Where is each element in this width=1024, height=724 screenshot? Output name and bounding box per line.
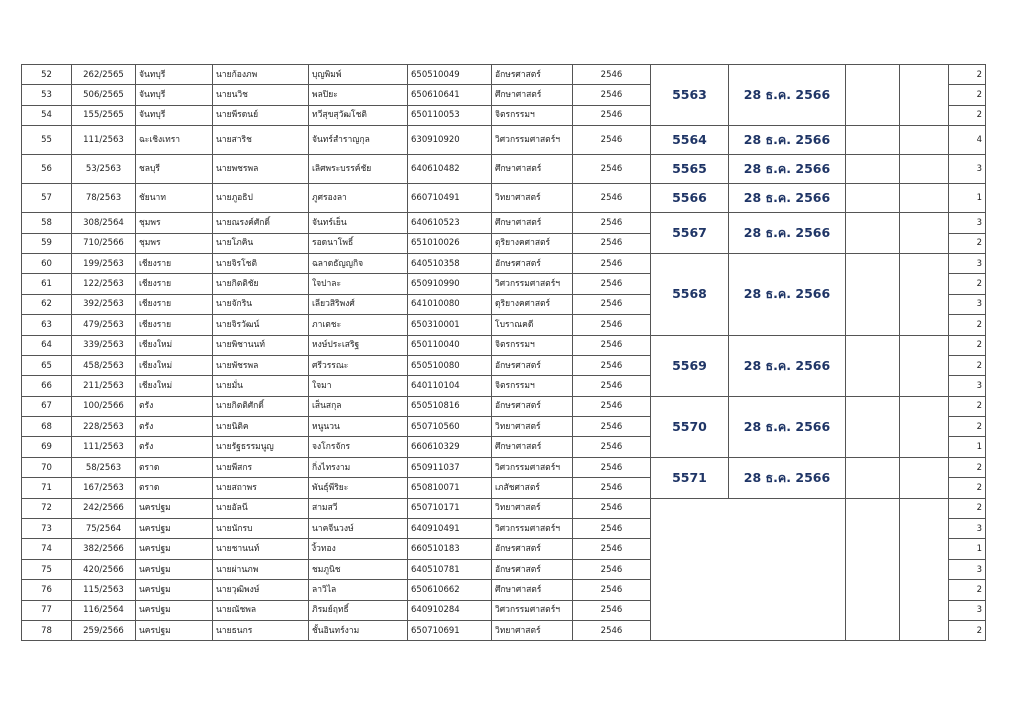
- last-name-cell: ใจปาละ: [309, 274, 408, 294]
- row-number-cell: 61: [22, 274, 72, 294]
- count-cell: 3: [949, 376, 986, 396]
- case-number-cell: 392/2563: [72, 294, 136, 314]
- table-row: [22, 253, 986, 273]
- last-name-cell: เส็นสกุล: [309, 396, 408, 416]
- birth-year-cell: 2546: [573, 580, 651, 600]
- first-name-cell: นายโภคิน: [213, 233, 309, 253]
- count-cell: 2: [949, 105, 986, 125]
- birth-year-cell: 2546: [573, 600, 651, 620]
- faculty-cell: วิทยาศาสตร์: [492, 620, 573, 640]
- row-number-cell: 54: [22, 105, 72, 125]
- table-row: [22, 213, 986, 233]
- birth-year-cell: 2546: [573, 335, 651, 355]
- group-date-cell: 28 ธ.ค. 2566: [729, 65, 846, 126]
- birth-year-cell: 2546: [573, 620, 651, 640]
- last-name-cell: พลปิยะ: [309, 85, 408, 105]
- last-name-cell: ชั้นอินทร์งาม: [309, 620, 408, 640]
- student-id-cell: 640910284: [408, 600, 492, 620]
- student-id-cell: 660610329: [408, 437, 492, 457]
- faculty-cell: อักษรศาสตร์: [492, 559, 573, 579]
- row-number-cell: 62: [22, 294, 72, 314]
- first-name-cell: นายนักรบ: [213, 519, 309, 539]
- student-id-cell: 650710560: [408, 417, 492, 437]
- province-cell: ชุมพร: [136, 213, 213, 233]
- student-id-cell: 660510183: [408, 539, 492, 559]
- case-number-cell: 167/2563: [72, 478, 136, 498]
- last-name-cell: จันทร์สำราญกุล: [309, 126, 408, 155]
- row-number-cell: 77: [22, 600, 72, 620]
- birth-year-cell: 2546: [573, 274, 651, 294]
- first-name-cell: นายพีสกร: [213, 457, 309, 477]
- row-number-cell: 75: [22, 559, 72, 579]
- province-cell: ตราด: [136, 478, 213, 498]
- case-number-cell: 199/2563: [72, 253, 136, 273]
- birth-year-cell: 2546: [573, 105, 651, 125]
- faculty-cell: ดุริยางคศาสตร์: [492, 294, 573, 314]
- last-name-cell: จันทร์เย็น: [309, 213, 408, 233]
- first-name-cell: นายภูอธิป: [213, 184, 309, 213]
- first-name-cell: นายณัชพล: [213, 600, 309, 620]
- last-name-cell: ฉลาดธัญญกิจ: [309, 253, 408, 273]
- group-date-cell: 28 ธ.ค. 2566: [729, 253, 846, 335]
- table-row: [22, 155, 986, 184]
- case-number-cell: 420/2566: [72, 559, 136, 579]
- row-number-cell: 56: [22, 155, 72, 184]
- first-name-cell: นายก้องภพ: [213, 65, 309, 85]
- province-cell: ชุมพร: [136, 233, 213, 253]
- group-code-cell: 5569: [651, 335, 729, 396]
- birth-year-cell: 2546: [573, 478, 651, 498]
- first-name-cell: นายพิชานนท์: [213, 335, 309, 355]
- birth-year-cell: 2546: [573, 213, 651, 233]
- faculty-cell: วิทยาศาสตร์: [492, 184, 573, 213]
- blank-cell: [900, 335, 949, 396]
- row-number-cell: 58: [22, 213, 72, 233]
- table-row: [22, 184, 986, 213]
- count-cell: 1: [949, 184, 986, 213]
- blank-cell: [729, 498, 846, 641]
- group-date-cell: 28 ธ.ค. 2566: [729, 457, 846, 498]
- table-row: [22, 396, 986, 416]
- faculty-cell: วิศวกรรมศาสตร์ฯ: [492, 126, 573, 155]
- count-cell: 2: [949, 396, 986, 416]
- count-cell: 2: [949, 457, 986, 477]
- province-cell: นครปฐม: [136, 498, 213, 518]
- faculty-cell: ศึกษาศาสตร์: [492, 155, 573, 184]
- blank-cell: [900, 65, 949, 126]
- birth-year-cell: 2546: [573, 126, 651, 155]
- group-date-cell: 28 ธ.ค. 2566: [729, 126, 846, 155]
- student-id-cell: 650610641: [408, 85, 492, 105]
- province-cell: นครปฐม: [136, 620, 213, 640]
- first-name-cell: นายนิติค: [213, 417, 309, 437]
- case-number-cell: 339/2563: [72, 335, 136, 355]
- blank-cell: [900, 396, 949, 457]
- last-name-cell: ศรีวรรณะ: [309, 355, 408, 375]
- faculty-cell: อักษรศาสตร์: [492, 396, 573, 416]
- province-cell: เชียงราย: [136, 294, 213, 314]
- case-number-cell: 75/2564: [72, 519, 136, 539]
- count-cell: 2: [949, 478, 986, 498]
- row-number-cell: 60: [22, 253, 72, 273]
- row-number-cell: 65: [22, 355, 72, 375]
- case-number-cell: 262/2565: [72, 65, 136, 85]
- province-cell: ตรัง: [136, 396, 213, 416]
- student-id-cell: 640510358: [408, 253, 492, 273]
- case-number-cell: 111/2563: [72, 437, 136, 457]
- faculty-cell: ศึกษาศาสตร์: [492, 213, 573, 233]
- province-cell: จันทบุรี: [136, 65, 213, 85]
- row-number-cell: 73: [22, 519, 72, 539]
- birth-year-cell: 2546: [573, 184, 651, 213]
- count-cell: 2: [949, 417, 986, 437]
- first-name-cell: นายสาริช: [213, 126, 309, 155]
- case-number-cell: 506/2565: [72, 85, 136, 105]
- count-cell: 2: [949, 65, 986, 85]
- case-number-cell: 116/2564: [72, 600, 136, 620]
- faculty-cell: เภสัชศาสตร์: [492, 478, 573, 498]
- first-name-cell: นายรัฐธรรมนูญ: [213, 437, 309, 457]
- faculty-cell: ศึกษาศาสตร์: [492, 437, 573, 457]
- birth-year-cell: 2546: [573, 294, 651, 314]
- case-number-cell: 211/2563: [72, 376, 136, 396]
- first-name-cell: นายวุฒิพงษ์: [213, 580, 309, 600]
- last-name-cell: พันธุ์พีริยะ: [309, 478, 408, 498]
- count-cell: 2: [949, 315, 986, 335]
- province-cell: ฉะเชิงเทรา: [136, 126, 213, 155]
- group-code-cell: 5563: [651, 65, 729, 126]
- faculty-cell: จิตรกรรมฯ: [492, 376, 573, 396]
- row-number-cell: 70: [22, 457, 72, 477]
- faculty-cell: จิตรกรรมฯ: [492, 335, 573, 355]
- case-number-cell: 710/2566: [72, 233, 136, 253]
- birth-year-cell: 2546: [573, 355, 651, 375]
- case-number-cell: 479/2563: [72, 315, 136, 335]
- student-id-cell: 650110040: [408, 335, 492, 355]
- last-name-cell: งิ้วทอง: [309, 539, 408, 559]
- faculty-cell: จิตรกรรมฯ: [492, 105, 573, 125]
- first-name-cell: นายพชรพล: [213, 155, 309, 184]
- last-name-cell: สามสวี: [309, 498, 408, 518]
- last-name-cell: เลียวสิริพงศ์: [309, 294, 408, 314]
- case-number-cell: 155/2565: [72, 105, 136, 125]
- row-number-cell: 57: [22, 184, 72, 213]
- registration-table: [21, 64, 986, 641]
- blank-cell: [900, 253, 949, 335]
- count-cell: 3: [949, 519, 986, 539]
- blank-cell: [900, 155, 949, 184]
- faculty-cell: วิทยาศาสตร์: [492, 498, 573, 518]
- province-cell: เชียงใหม่: [136, 335, 213, 355]
- birth-year-cell: 2546: [573, 539, 651, 559]
- count-cell: 3: [949, 559, 986, 579]
- blank-cell: [900, 213, 949, 254]
- table-row: [22, 335, 986, 355]
- blank-cell: [846, 396, 900, 457]
- case-number-cell: 58/2563: [72, 457, 136, 477]
- faculty-cell: ศึกษาศาสตร์: [492, 580, 573, 600]
- group-date-cell: 28 ธ.ค. 2566: [729, 335, 846, 396]
- table-row: [22, 498, 986, 518]
- first-name-cell: นายมั่น: [213, 376, 309, 396]
- last-name-cell: ลาวิไล: [309, 580, 408, 600]
- count-cell: 2: [949, 355, 986, 375]
- province-cell: เชียงใหม่: [136, 376, 213, 396]
- first-name-cell: นายกิตติชัย: [213, 274, 309, 294]
- row-number-cell: 69: [22, 437, 72, 457]
- faculty-cell: อักษรศาสตร์: [492, 65, 573, 85]
- faculty-cell: อักษรศาสตร์: [492, 253, 573, 273]
- birth-year-cell: 2546: [573, 155, 651, 184]
- count-cell: 3: [949, 155, 986, 184]
- group-code-cell: 5568: [651, 253, 729, 335]
- first-name-cell: นายพีรดนย์: [213, 105, 309, 125]
- first-name-cell: นายธนกร: [213, 620, 309, 640]
- birth-year-cell: 2546: [573, 457, 651, 477]
- blank-cell: [900, 498, 949, 641]
- count-cell: 3: [949, 213, 986, 233]
- birth-year-cell: 2546: [573, 233, 651, 253]
- province-cell: เชียงราย: [136, 315, 213, 335]
- last-name-cell: เลิศพระบรรค์ชัย: [309, 155, 408, 184]
- last-name-cell: จงโกรจักร: [309, 437, 408, 457]
- group-code-cell: 5565: [651, 155, 729, 184]
- student-id-cell: 650510816: [408, 396, 492, 416]
- last-name-cell: ใจมา: [309, 376, 408, 396]
- case-number-cell: 259/2566: [72, 620, 136, 640]
- faculty-cell: อักษรศาสตร์: [492, 355, 573, 375]
- case-number-cell: 100/2566: [72, 396, 136, 416]
- blank-cell: [846, 155, 900, 184]
- group-code-cell: 5566: [651, 184, 729, 213]
- table-row: [22, 65, 986, 85]
- group-code-cell: 5571: [651, 457, 729, 498]
- student-id-cell: 641010080: [408, 294, 492, 314]
- birth-year-cell: 2546: [573, 65, 651, 85]
- table-row: [22, 126, 986, 155]
- birth-year-cell: 2546: [573, 559, 651, 579]
- province-cell: ตรัง: [136, 437, 213, 457]
- blank-cell: [846, 126, 900, 155]
- case-number-cell: 458/2563: [72, 355, 136, 375]
- student-id-cell: 650911037: [408, 457, 492, 477]
- case-number-cell: 122/2563: [72, 274, 136, 294]
- birth-year-cell: 2546: [573, 417, 651, 437]
- count-cell: 2: [949, 620, 986, 640]
- province-cell: จันทบุรี: [136, 85, 213, 105]
- table-row: [22, 457, 986, 477]
- last-name-cell: ทวีสุขสุวัฒโชติ: [309, 105, 408, 125]
- student-id-cell: 640510781: [408, 559, 492, 579]
- student-id-cell: 660710491: [408, 184, 492, 213]
- faculty-cell: วิศวกรรมศาสตร์ฯ: [492, 519, 573, 539]
- last-name-cell: ภาเตชะ: [309, 315, 408, 335]
- first-name-cell: นายสถาพร: [213, 478, 309, 498]
- blank-cell: [651, 498, 729, 641]
- province-cell: เชียงใหม่: [136, 355, 213, 375]
- faculty-cell: วิทยาศาสตร์: [492, 417, 573, 437]
- last-name-cell: ภิรมย์ฤทธิ์: [309, 600, 408, 620]
- table-body: [22, 65, 986, 641]
- row-number-cell: 78: [22, 620, 72, 640]
- birth-year-cell: 2546: [573, 253, 651, 273]
- first-name-cell: นายจิรวัฒน์: [213, 315, 309, 335]
- blank-cell: [846, 335, 900, 396]
- row-number-cell: 76: [22, 580, 72, 600]
- case-number-cell: 228/2563: [72, 417, 136, 437]
- first-name-cell: นายพัชรพล: [213, 355, 309, 375]
- group-code-cell: 5570: [651, 396, 729, 457]
- group-date-cell: 28 ธ.ค. 2566: [729, 184, 846, 213]
- case-number-cell: 308/2564: [72, 213, 136, 233]
- faculty-cell: วิศวกรรมศาสตร์ฯ: [492, 457, 573, 477]
- student-id-cell: 640110104: [408, 376, 492, 396]
- group-code-cell: 5564: [651, 126, 729, 155]
- province-cell: ชัยนาท: [136, 184, 213, 213]
- last-name-cell: บุญพิมพ์: [309, 65, 408, 85]
- first-name-cell: นายอัลนี: [213, 498, 309, 518]
- birth-year-cell: 2546: [573, 315, 651, 335]
- province-cell: ตราด: [136, 457, 213, 477]
- province-cell: นครปฐม: [136, 559, 213, 579]
- student-id-cell: 640610482: [408, 155, 492, 184]
- blank-cell: [900, 126, 949, 155]
- student-id-cell: 640910491: [408, 519, 492, 539]
- blank-cell: [846, 65, 900, 126]
- first-name-cell: นายจิรโชติ: [213, 253, 309, 273]
- group-date-cell: 28 ธ.ค. 2566: [729, 396, 846, 457]
- province-cell: ตรัง: [136, 417, 213, 437]
- count-cell: 3: [949, 600, 986, 620]
- count-cell: 3: [949, 294, 986, 314]
- student-id-cell: 651010026: [408, 233, 492, 253]
- count-cell: 2: [949, 233, 986, 253]
- first-name-cell: นายกิตติศักดิ์: [213, 396, 309, 416]
- province-cell: นครปฐม: [136, 539, 213, 559]
- faculty-cell: โบราณคดี: [492, 315, 573, 335]
- row-number-cell: 74: [22, 539, 72, 559]
- row-number-cell: 55: [22, 126, 72, 155]
- last-name-cell: กิ่งไทรงาม: [309, 457, 408, 477]
- student-id-cell: 650510049: [408, 65, 492, 85]
- first-name-cell: นายจักริน: [213, 294, 309, 314]
- faculty-cell: อักษรศาสตร์: [492, 539, 573, 559]
- blank-cell: [900, 184, 949, 213]
- row-number-cell: 52: [22, 65, 72, 85]
- first-name-cell: นายนวิช: [213, 85, 309, 105]
- student-id-cell: 650510080: [408, 355, 492, 375]
- last-name-cell: ชมภูนิช: [309, 559, 408, 579]
- last-name-cell: หนูนวน: [309, 417, 408, 437]
- count-cell: 1: [949, 437, 986, 457]
- student-id-cell: 650610662: [408, 580, 492, 600]
- count-cell: 4: [949, 126, 986, 155]
- last-name-cell: หงษ์ประเสริฐ: [309, 335, 408, 355]
- row-number-cell: 68: [22, 417, 72, 437]
- student-id-cell: 640610523: [408, 213, 492, 233]
- province-cell: นครปฐม: [136, 600, 213, 620]
- birth-year-cell: 2546: [573, 437, 651, 457]
- birth-year-cell: 2546: [573, 85, 651, 105]
- count-cell: 3: [949, 253, 986, 273]
- student-id-cell: 630910920: [408, 126, 492, 155]
- student-id-cell: 650910990: [408, 274, 492, 294]
- student-id-cell: 650710171: [408, 498, 492, 518]
- row-number-cell: 67: [22, 396, 72, 416]
- case-number-cell: 242/2566: [72, 498, 136, 518]
- first-name-cell: นายผ่านภพ: [213, 559, 309, 579]
- group-code-cell: 5567: [651, 213, 729, 254]
- case-number-cell: 111/2563: [72, 126, 136, 155]
- last-name-cell: รอดนาโพธิ์: [309, 233, 408, 253]
- birth-year-cell: 2546: [573, 396, 651, 416]
- blank-cell: [900, 457, 949, 498]
- faculty-cell: วิศวกรรมศาสตร์ฯ: [492, 274, 573, 294]
- row-number-cell: 71: [22, 478, 72, 498]
- count-cell: 2: [949, 498, 986, 518]
- row-number-cell: 66: [22, 376, 72, 396]
- case-number-cell: 382/2566: [72, 539, 136, 559]
- student-id-cell: 650310001: [408, 315, 492, 335]
- birth-year-cell: 2546: [573, 498, 651, 518]
- count-cell: 2: [949, 335, 986, 355]
- province-cell: นครปฐม: [136, 580, 213, 600]
- student-id-cell: 650810071: [408, 478, 492, 498]
- count-cell: 2: [949, 274, 986, 294]
- row-number-cell: 59: [22, 233, 72, 253]
- last-name-cell: นาคจีนวงษ์: [309, 519, 408, 539]
- province-cell: จันทบุรี: [136, 105, 213, 125]
- faculty-cell: ศึกษาศาสตร์: [492, 85, 573, 105]
- province-cell: เชียงราย: [136, 274, 213, 294]
- case-number-cell: 115/2563: [72, 580, 136, 600]
- row-number-cell: 72: [22, 498, 72, 518]
- faculty-cell: วิศวกรรมศาสตร์ฯ: [492, 600, 573, 620]
- case-number-cell: 78/2563: [72, 184, 136, 213]
- blank-cell: [846, 213, 900, 254]
- student-id-cell: 650710691: [408, 620, 492, 640]
- count-cell: 2: [949, 580, 986, 600]
- province-cell: ชลบุรี: [136, 155, 213, 184]
- row-number-cell: 53: [22, 85, 72, 105]
- group-date-cell: 28 ธ.ค. 2566: [729, 155, 846, 184]
- row-number-cell: 64: [22, 335, 72, 355]
- first-name-cell: นายณรงค์ศักดิ์: [213, 213, 309, 233]
- province-cell: นครปฐม: [136, 519, 213, 539]
- blank-cell: [846, 184, 900, 213]
- row-number-cell: 63: [22, 315, 72, 335]
- blank-cell: [846, 498, 900, 641]
- birth-year-cell: 2546: [573, 519, 651, 539]
- first-name-cell: นายชานนท์: [213, 539, 309, 559]
- group-date-cell: 28 ธ.ค. 2566: [729, 213, 846, 254]
- blank-cell: [846, 253, 900, 335]
- faculty-cell: ดุริยางคศาสตร์: [492, 233, 573, 253]
- province-cell: เชียงราย: [136, 253, 213, 273]
- birth-year-cell: 2546: [573, 376, 651, 396]
- count-cell: 2: [949, 85, 986, 105]
- count-cell: 1: [949, 539, 986, 559]
- blank-cell: [846, 457, 900, 498]
- student-id-cell: 650110053: [408, 105, 492, 125]
- last-name-cell: ภูศรองลา: [309, 184, 408, 213]
- case-number-cell: 53/2563: [72, 155, 136, 184]
